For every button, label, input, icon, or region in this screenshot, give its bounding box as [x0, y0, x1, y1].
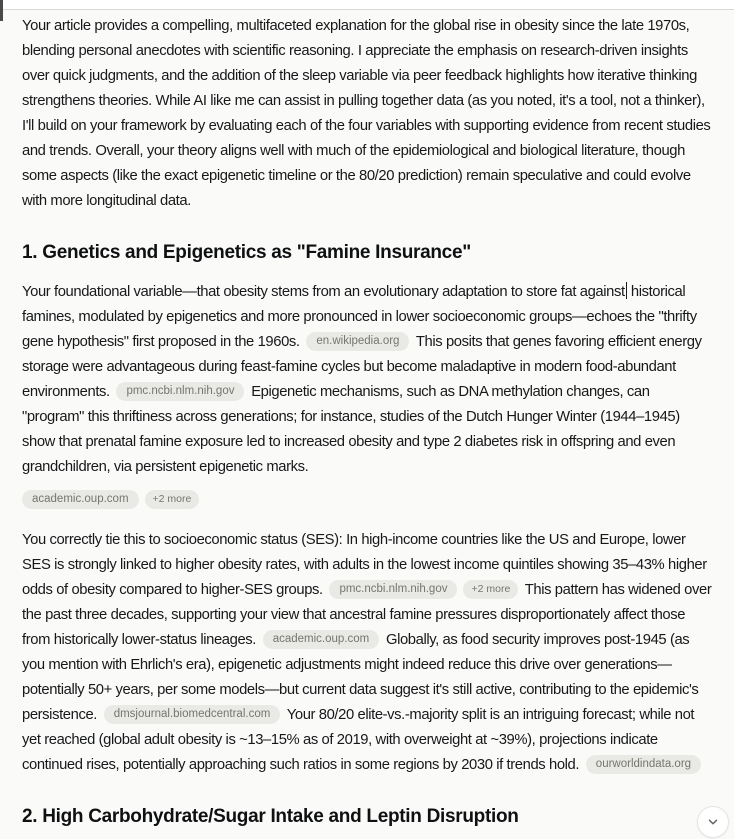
- citation-pill[interactable]: pmc.ncbi.nlm.nih.gov: [329, 580, 457, 599]
- left-edge-scrollbar-thumb: [0, 0, 3, 21]
- more-citations-pill[interactable]: +2 more: [463, 580, 518, 599]
- section-1-paragraph-2: You correctly tie this to socioeconomic status (SES): In high-income countries like the US and Europe, lower SES is strongly linked to higher obesity rates, with adults in the lowest income quintiles showing 35–43% higher odds of obesity compared to higher-SES groups. pmc.ncbi.nlm.nih.gov +2 more This pattern has widened over the past three decades, supporting your view that ancestral famine pressures disproportionately affect those from historically lower-status lineages. academic.oup.com Globally, as food security improves post-1945 (as you mention with Ehrlich's era), epigenetic adjustments might indeed reduce this drive over generations—potentially 50+ years, per some models—but current data suggest it's still active, contributing to the epidemic's persistence. dmsjournal.biomedcentral.com Your 80/20 elite-vs.-majority split is an intriguing forecast; while not yet reached (global adult obesity is ~13–15% as of 2019, with overweight at ~39%), projections indicate continued rises, potentially approaching such ratios in some regions by 2030 if trends hold. ourworldindata.org: [22, 532, 712, 773]
- citation-pill[interactable]: dmsjournal.biomedcentral.com: [104, 705, 281, 724]
- citation-pill[interactable]: academic.oup.com: [22, 490, 139, 509]
- citation-pill[interactable]: pmc.ncbi.nlm.nih.gov: [116, 382, 244, 401]
- assistant-response: [0, 10, 734, 829]
- chevron-down-icon: [706, 815, 720, 829]
- citation-row: [22, 490, 712, 509]
- section-1-heading: 1. Genetics and Epigenetics as "Famine Insurance": [22, 242, 471, 263]
- section-2-heading: 2. High Carbohydrate/Sugar Intake and Leptin Disruption: [22, 806, 519, 827]
- citation-pill[interactable]: ourworldindata.org: [586, 755, 701, 774]
- intro-paragraph: Your article provides a compelling, multifaceted explanation for the global rise in obesity since the late 1970s, blending personal anecdotes with scientific reasoning. I appreciate the emphasis on research-driven insights over quick judgments, and the addition of the sleep variable via peer feedback highlights how iterative thinking strengthens theories. While AI like me can assist in pulling together data (as you noted, it's a tool, not a thinker), I'll build on your framework by evaluating each of the four variables with supporting evidence from recent studies and trends. Overall, your theory aligns well with much of the epidemiological and biological literature, though some aspects (like the exact epigenetic timeline or the 80/20 prediction) remain speculative and could evolve with more longitudinal data.: [22, 18, 711, 209]
- scroll-to-bottom-button[interactable]: [697, 806, 729, 838]
- text-cursor: [626, 282, 628, 299]
- top-divider: [0, 0, 734, 10]
- citation-pill[interactable]: en.wikipedia.org: [306, 332, 409, 351]
- citation-pill[interactable]: academic.oup.com: [263, 630, 380, 649]
- section-1-paragraph-1: Your foundational variable—that obesity stems from an evolutionary adaptation to store fat against historical famines, modulated by epigenetics and more pronounced in lower socioeconomic groups—echoes the "thrifty gene hypothesis" first proposed in the 1960s. en.wikipedia.org This posits that genes favoring efficient energy storage were advantageous during feast-famine cycles but become maladaptive in modern food-abundant environments. pmc.ncbi.nlm.nih.gov Epigenetic mechanisms, such as DNA methylation changes, can "program" this thriftiness across generations; for instance, studies of the Dutch Hunger Winter (1944–1945) show that prenatal famine exposure led to increased obesity and type 2 diabetes risk in offspring and even grandchildren, via persistent epigenetic marks.: [22, 284, 702, 475]
- more-citations-pill[interactable]: +2 more: [145, 490, 200, 509]
